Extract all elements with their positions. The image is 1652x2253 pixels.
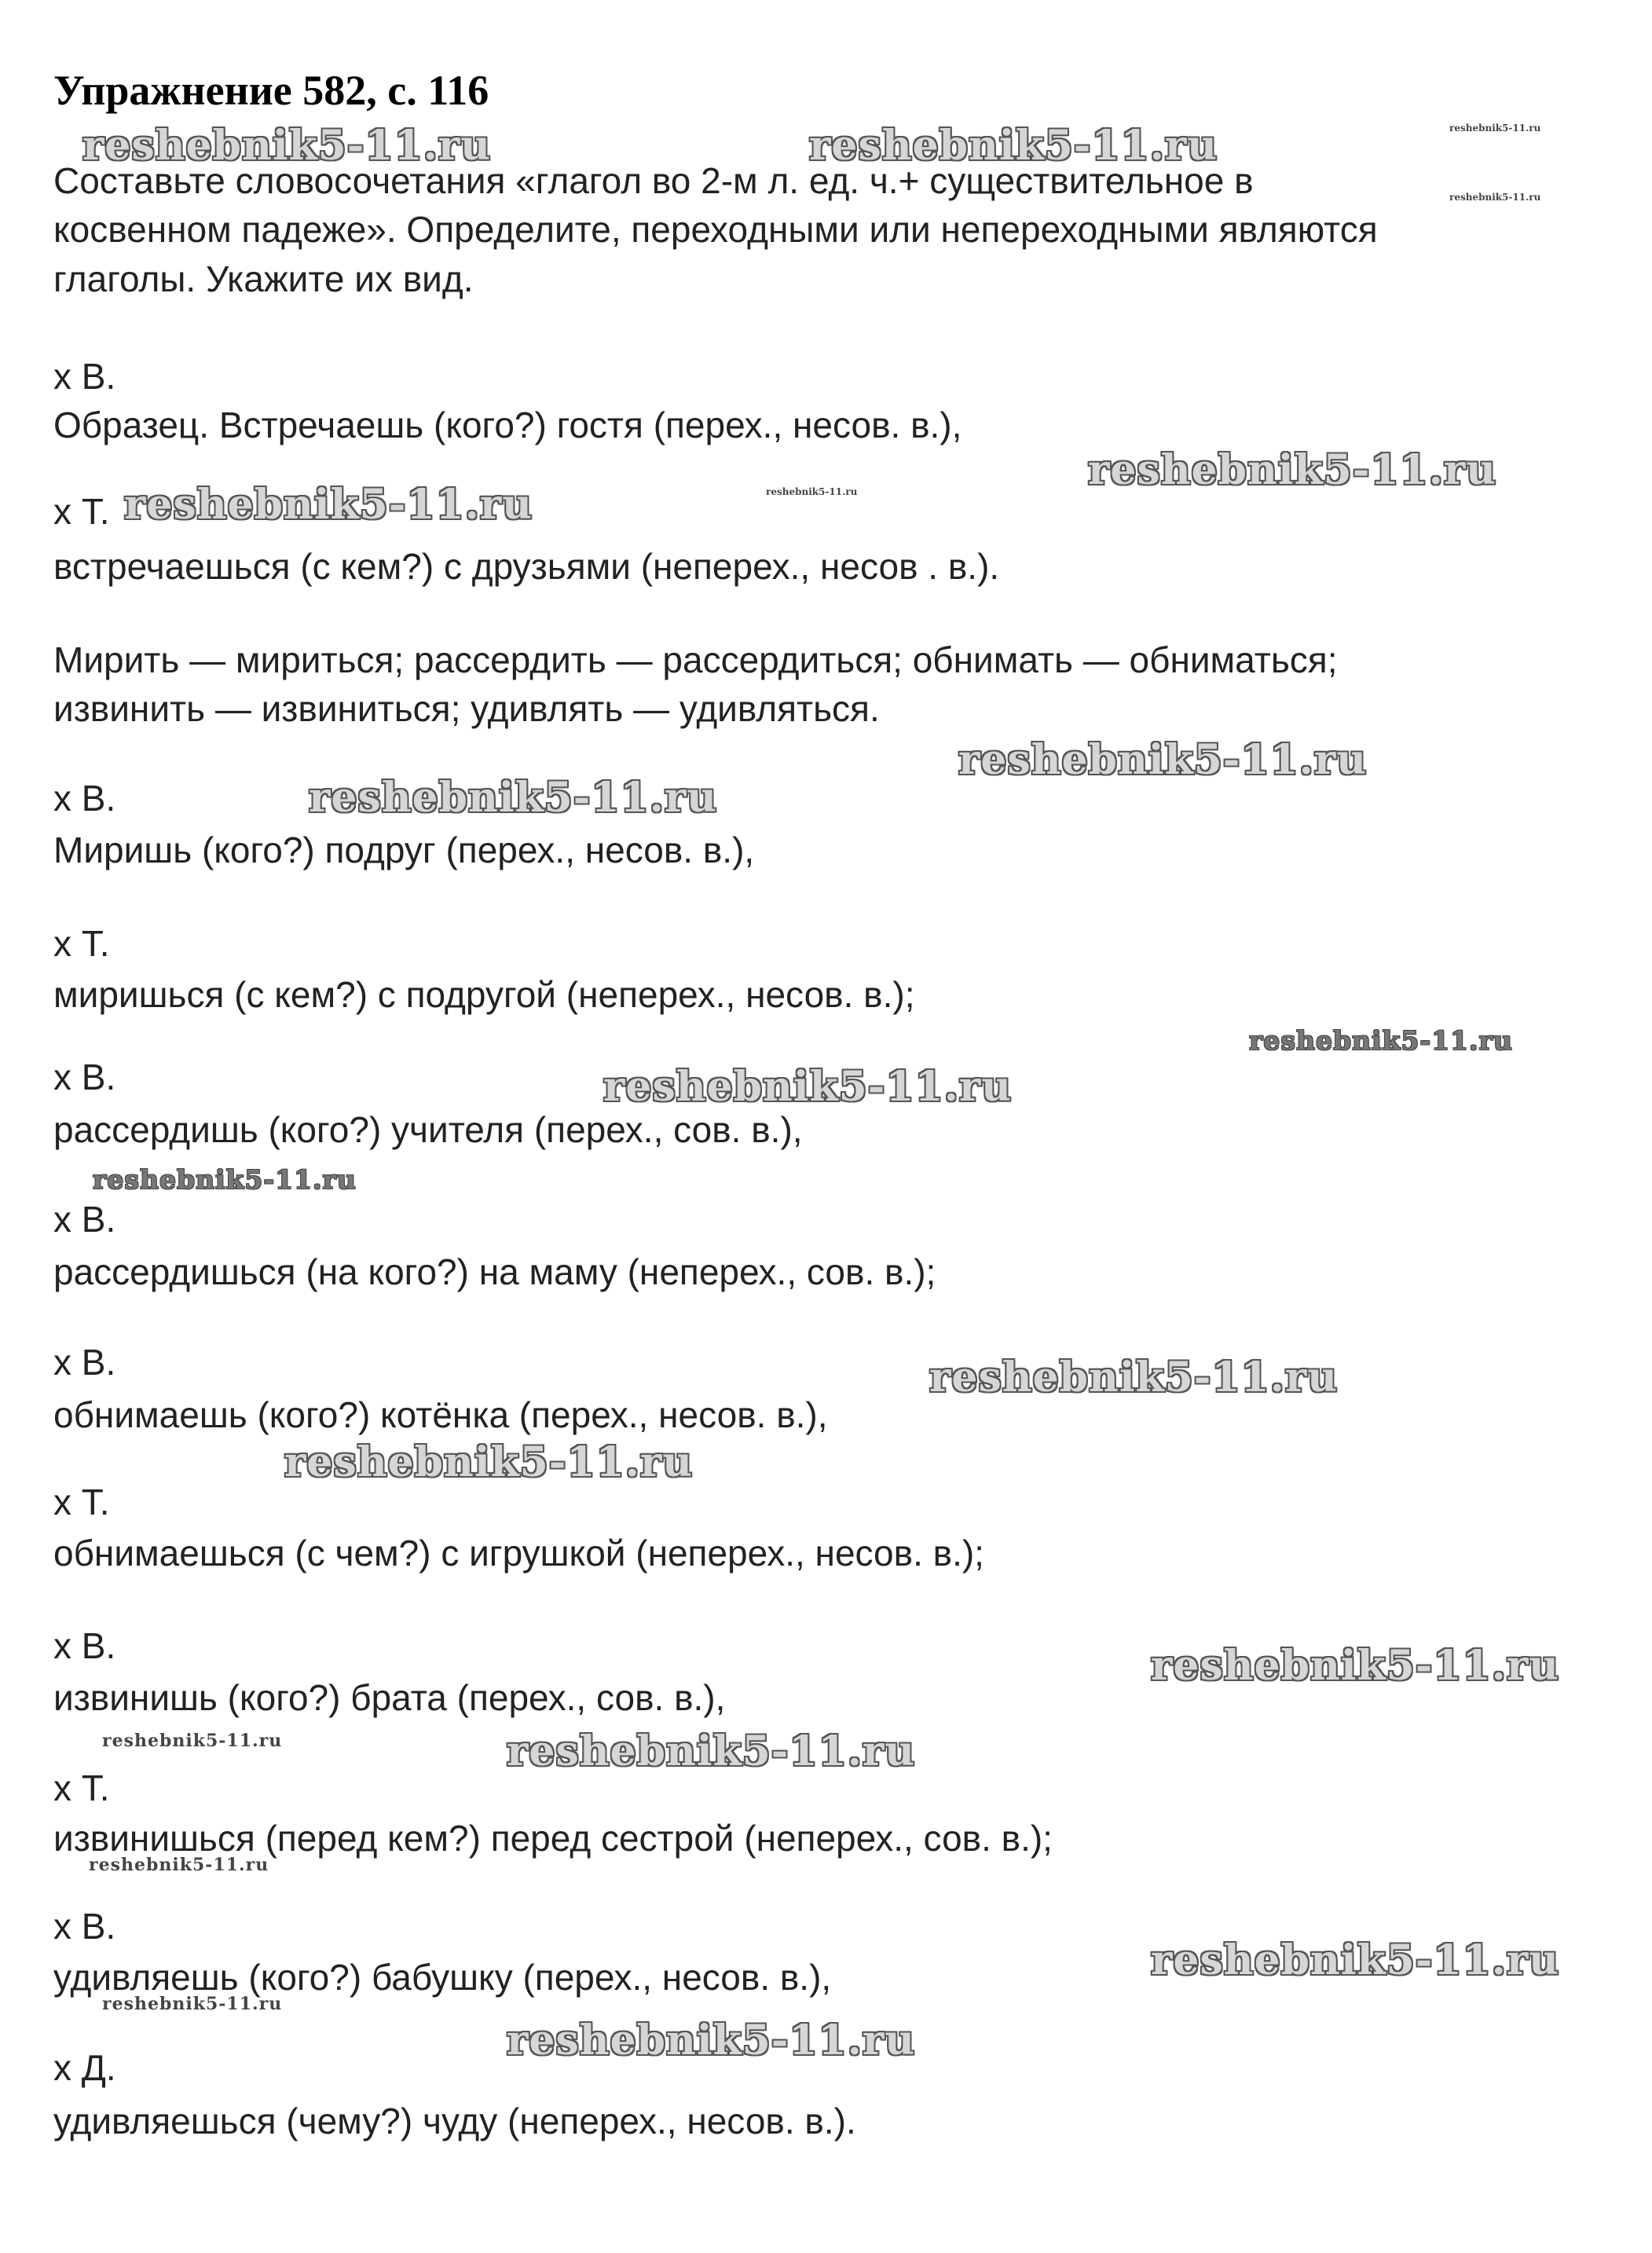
answer-line: обнимаешься (с чем?) с игрушкой (неперех., несов. в.); — [53, 1533, 984, 1573]
task-line-1: Составьте словосочетания «глагол во 2-м л. ед. ч.+ существительное в — [53, 160, 1254, 201]
answer-line: извинишься (перед кем?) перед сестрой (неперех., сов. в.); — [53, 1818, 1053, 1859]
word-pairs-line: Мирить — мириться; рассердить — рассердиться; обнимать — обниматься; — [53, 639, 1338, 680]
exercise-title: Упражнение 582, с. 116 — [53, 67, 489, 114]
watermark: reshebnik5-11.ru — [1151, 1642, 1560, 1690]
watermark: reshebnik5-11.ru — [89, 1855, 269, 1875]
case-label: х В. — [53, 1625, 116, 1666]
case-label: х Т. — [53, 923, 110, 964]
case-label: х Т. — [53, 491, 110, 532]
case-label: х Т. — [53, 1482, 110, 1522]
watermark: reshebnik5-11.ru — [124, 481, 533, 529]
watermark: reshebnik5-11.ru — [1449, 123, 1541, 134]
watermark: reshebnik5-11.ru — [1088, 446, 1497, 494]
watermark: reshebnik5-11.ru — [102, 1731, 283, 1751]
watermark: reshebnik5-11.ru — [809, 122, 1218, 170]
watermark: reshebnik5-11.ru — [958, 736, 1368, 784]
task-line-3: глаголы. Укажите их вид. — [53, 258, 474, 299]
example-line: встречаешься (с кем?) с друзьями (неперех., несов . в.). — [53, 546, 1000, 587]
watermark: reshebnik5-11.ru — [766, 486, 858, 497]
case-label: х В. — [53, 1906, 116, 1947]
answer-line: удивляешься (чему?) чуду (неперех., несов. в.). — [53, 2101, 856, 2141]
watermark: reshebnik5-11.ru — [309, 774, 718, 822]
answer-line: миришься (с кем?) с подругой (неперех., несов. в.); — [53, 974, 915, 1015]
watermark: reshebnik5-11.ru — [507, 2017, 916, 2064]
watermark: reshebnik5-11.ru — [284, 1438, 694, 1486]
case-label: х Д. — [53, 2047, 116, 2088]
case-label: х В. — [53, 1342, 116, 1383]
watermark: reshebnik5-11.ru — [603, 1063, 1013, 1111]
answer-line: извинишь (кого?) брата (перех., сов. в.), — [53, 1677, 726, 1718]
watermark: reshebnik5-11.ru — [1449, 192, 1541, 203]
case-label: х В. — [53, 1199, 116, 1240]
watermark: reshebnik5-11.ru — [929, 1354, 1339, 1401]
watermark: reshebnik5-11.ru — [93, 1164, 357, 1195]
case-label: х В. — [53, 778, 116, 819]
answer-line: рассердишь (кого?) учителя (перех., сов. в.), — [53, 1109, 803, 1150]
watermark: reshebnik5-11.ru — [82, 122, 492, 170]
answer-line: Миришь (кого?) подруг (перех., несов. в.), — [53, 830, 755, 870]
watermark: reshebnik5-11.ru — [1151, 1936, 1560, 1984]
example-line: Образец. Встречаешь (кого?) гостя (перех., несов. в.), — [53, 405, 962, 445]
answer-line: удивляешь (кого?) бабушку (перех., несов. в.), — [53, 1957, 832, 1998]
watermark: reshebnik5-11.ru — [1249, 1025, 1513, 1056]
watermark: reshebnik5-11.ru — [102, 1994, 283, 2014]
answer-line: обнимаешь (кого?) котёнка (перех., несов. в.), — [53, 1394, 828, 1435]
case-label: х В. — [53, 356, 116, 397]
watermark: reshebnik5-11.ru — [507, 1727, 916, 1775]
case-label: х В. — [53, 1057, 116, 1097]
task-line-2: косвенном падеже». Определите, переходными или непереходными являются — [53, 209, 1378, 250]
answer-line: рассердишься (на кого?) на маму (неперех., сов. в.); — [53, 1251, 936, 1292]
case-label: х Т. — [53, 1768, 110, 1808]
word-pairs-line: извинить — извиниться; удивлять — удивляться. — [53, 688, 880, 729]
